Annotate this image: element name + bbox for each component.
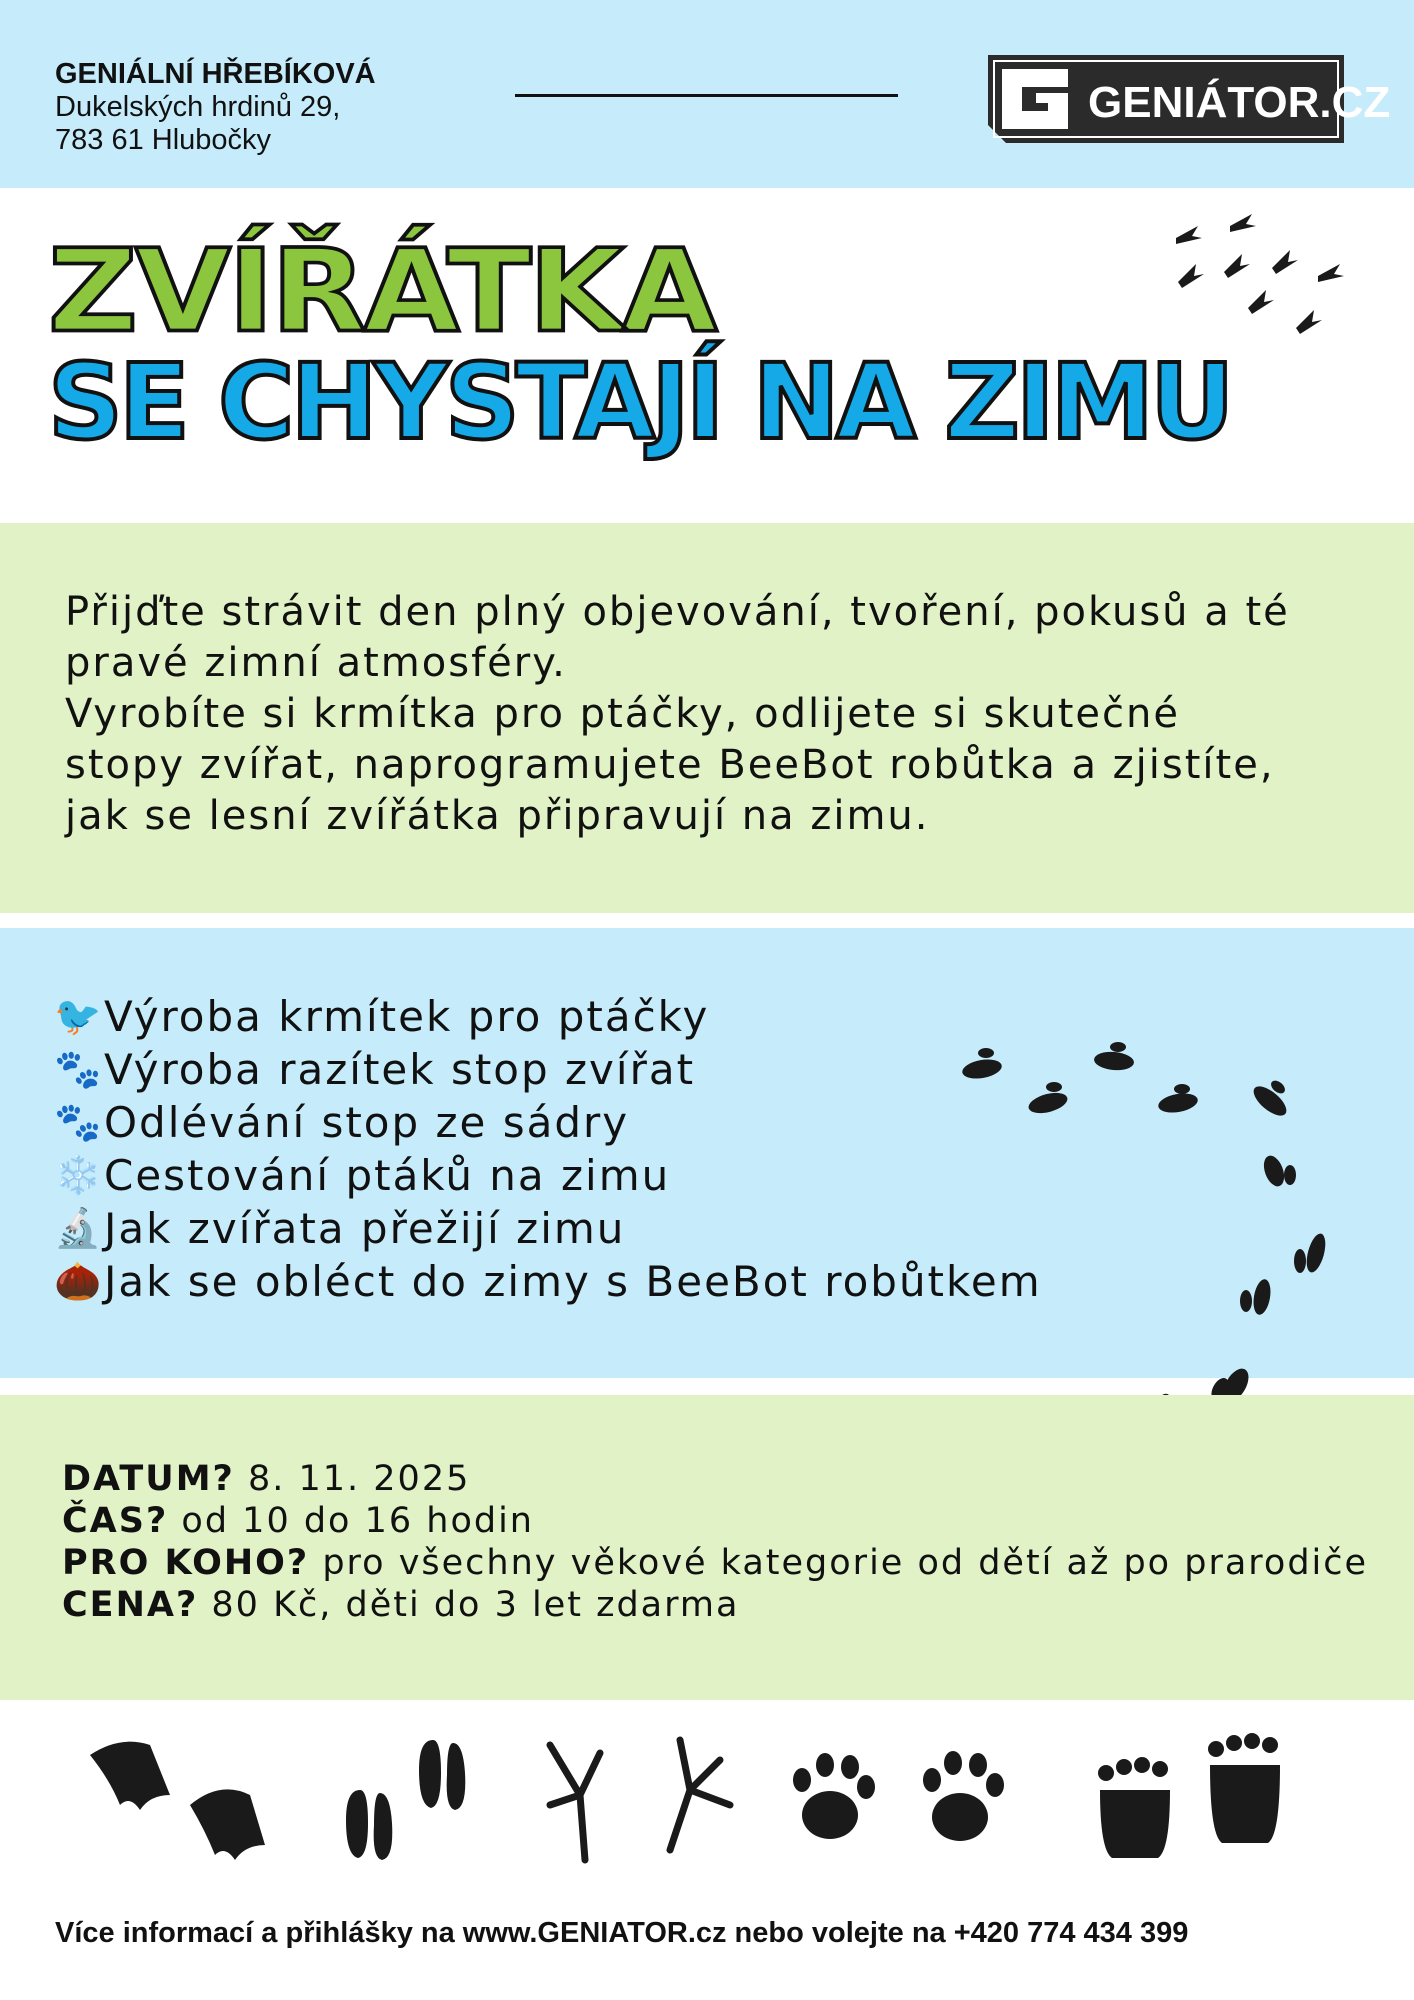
intro-line: pravé zimní atmosféry. [65,640,567,686]
activity-item [54,990,1042,1043]
address-line-1: Dukelských hrdinů 29, [55,91,341,123]
date-value: 8. 11. 2025 [234,1459,471,1499]
intro-line: Přijďte strávit den plný objevování, tvoření, pokusů a té [65,589,1290,635]
activities-list [54,990,1042,1308]
audience-row [62,1542,1368,1584]
geniator-logo [988,55,1391,143]
activity-label: Jak zvířata přežijí zimu [104,1204,626,1253]
intro-paragraph [65,587,1365,842]
activity-label: Výroba krmítek pro ptáčky [104,992,710,1041]
time-value: od 10 do 16 hodin [168,1501,534,1541]
title-block [40,225,1330,475]
header-divider-line [515,94,898,97]
time-label: ČAS? [62,1501,169,1541]
duck-footprints-icon [90,1742,265,1860]
audience-value: pro všechny věkové kategorie od dětí až po prarodiče [309,1543,1369,1583]
event-details [62,1458,1368,1626]
bird-tracks-icon [550,1740,730,1860]
logo-text: GENIÁTOR.CZ [1088,78,1391,127]
title-line-1: ZVÍŘÁTKA [48,225,715,359]
date-row [62,1458,1368,1500]
date-label: DATUM? [62,1459,235,1499]
audience-label: PRO KOHO? [62,1543,310,1583]
animal-footprints-row [80,1735,1340,1865]
price-row [62,1584,1368,1626]
activity-item [54,1255,1042,1308]
flying-birds-icon [1168,210,1368,350]
activity-label: Jak se obléct do zimy s BeeBot robůtkem [104,1257,1042,1306]
paw-prints-icon: 🐾 [54,1047,104,1091]
deer-hoof-prints-icon [346,1740,465,1860]
price-label: CENA? [62,1585,199,1625]
intro-line: Vyrobíte si krmítka pro ptáčky, odlijete si skutečné [65,691,1180,737]
microscope-icon: 🔬 [54,1206,104,1250]
footer-contact: Více informací a přihlášky na www.GENIATOR.cz nebo volejte na +420 774 434 399 [55,1917,1189,1949]
price-value: 80 Kč, děti do 3 let zdarma [198,1585,740,1625]
activity-item [54,1096,1042,1149]
snowflake-icon: ❄️ [54,1153,104,1197]
activity-label: Cestování ptáků na zimu [104,1151,671,1200]
bear-paw-prints-icon [1098,1733,1280,1858]
organizer-address [55,58,376,157]
title-line-2: SE CHYSTAJÍ NA ZIMU [48,341,1231,463]
time-row [62,1500,1368,1542]
address-line-2: 783 61 Hlubočky [55,124,272,156]
chestnut-icon: 🌰 [54,1259,104,1303]
dog-paw-prints-icon [793,1751,1004,1841]
activity-label: Výroba razítek stop zvířat [104,1045,696,1094]
intro-line: jak se lesní zvířátka připravují na zimu. [65,793,930,839]
paw-prints-icon: 🐾 [54,1100,104,1144]
organizer-name: GENIÁLNÍ HŘEBÍKOVÁ [55,58,376,90]
activity-item [54,1202,1042,1255]
activity-item [54,1043,1042,1096]
bird-icon: 🐦 [54,994,104,1038]
activity-item [54,1149,1042,1202]
activity-label: Odlévání stop ze sádry [104,1098,630,1147]
intro-line: stopy zvířat, naprogramujete BeeBot robůtka a zjistíte, [65,742,1275,788]
